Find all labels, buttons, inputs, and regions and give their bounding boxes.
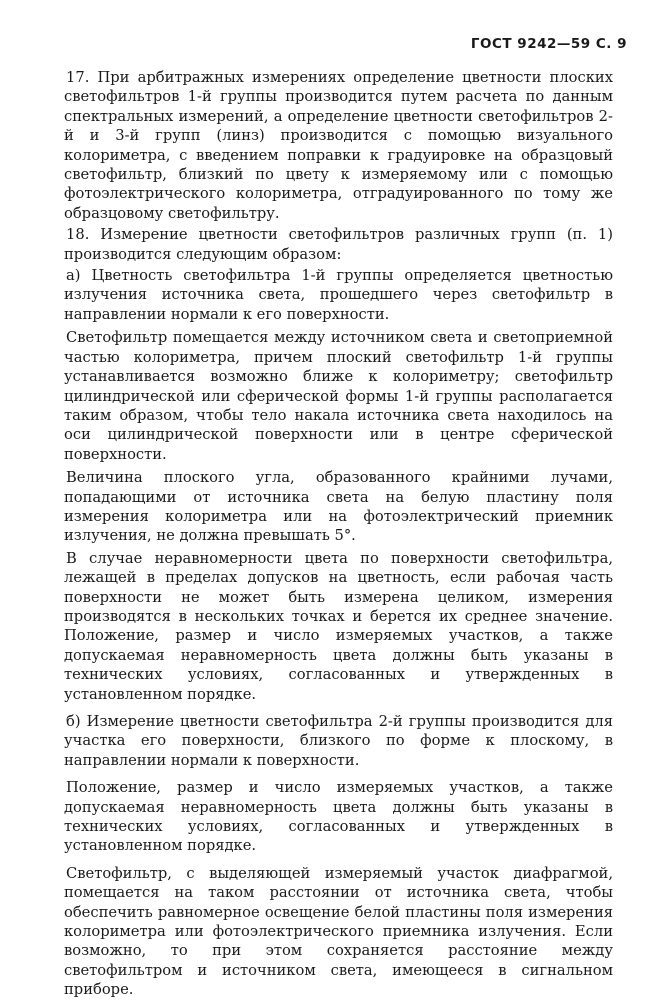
document-body xyxy=(64,68,613,1000)
paragraph: а) Цветность светофильтра 1-й группы определяется цветностью излучения источника света, прошедшего через светофильтр в направлении нормали к его поверхности. xyxy=(64,267,613,323)
page-header: ГОСТ 9242—59 С. 9 xyxy=(470,36,627,52)
paragraph: 18. Измерение цветности светофильтров различных групп (п. 1) производится следующим образом: xyxy=(64,226,613,263)
paragraph: Светофильтр помещается между источником света и светоприемной частью колориметра, причем плоский светофильтр 1-й группы устанавливается возможно ближе к колориметру; светофильтр цилиндрической или сферической формы 1-й группы располагается таким образом, чтобы тело накала источника света находилось на оси цилиндрической поверхности или в центре сферической поверхности. xyxy=(64,329,613,463)
paragraph: Положение, размер и число измеряемых участков, а также допускаемая неравномерность цвета должны быть указаны в технических условиях, согласованных и утвержденных в установленном порядке. xyxy=(64,779,613,855)
paragraph: б) Измерение цветности светофильтра 2-й группы производится для участка его поверхности, близкого по форме к плоскому, в направлении нормали к поверхности. xyxy=(64,713,613,769)
paragraph: Величина плоского угла, образованного крайними лучами, попадающими от источника света на белую пластину поля измерения колориметра или на фотоэлектрический приемник излучения, не должна превышать 5°. xyxy=(64,469,613,545)
paragraph: В случае неравномерности цвета по поверхности светофильтра, лежащей в пределах допусков на цветность, если рабочая часть поверхности не может быть измерена целиком, измерения производятся в нескольких точках и берется их среднее значение. Положение, размер и число измеряемых участков, а также допускаемая неравномерность цвета должны быть указаны в технических условиях, согласованных и утвержденных в установленном порядке. xyxy=(64,549,613,703)
paragraph: Светофильтр, с выделяющей измеряемый участок диафрагмой, помещается на таком расстоянии от источника света, чтобы обеспечить равномерное освещение белой пластины поля измерения колориметра или фотоэлектрического приемника излучения. Если возможно, то при этом сохраняется расстояние между светофильтром и источником света, имеющееся в сигнальном приборе. xyxy=(64,864,613,999)
paragraph: 17. При арбитражных измерениях определение цветности плоских светофильтров 1-й группы производится путем расчета по данным спектральных измерений, а определение цветности светофильтров 2-й и 3-й групп (линз) производится с помощью визуального колориметра, с введением поправки к градуировке на образцовый светофильтр, близкий по цвету к измеряемому или с помощью фотоэлектрического колориметра, отградуированного по тому же образцовому светофильтру. xyxy=(64,69,613,222)
